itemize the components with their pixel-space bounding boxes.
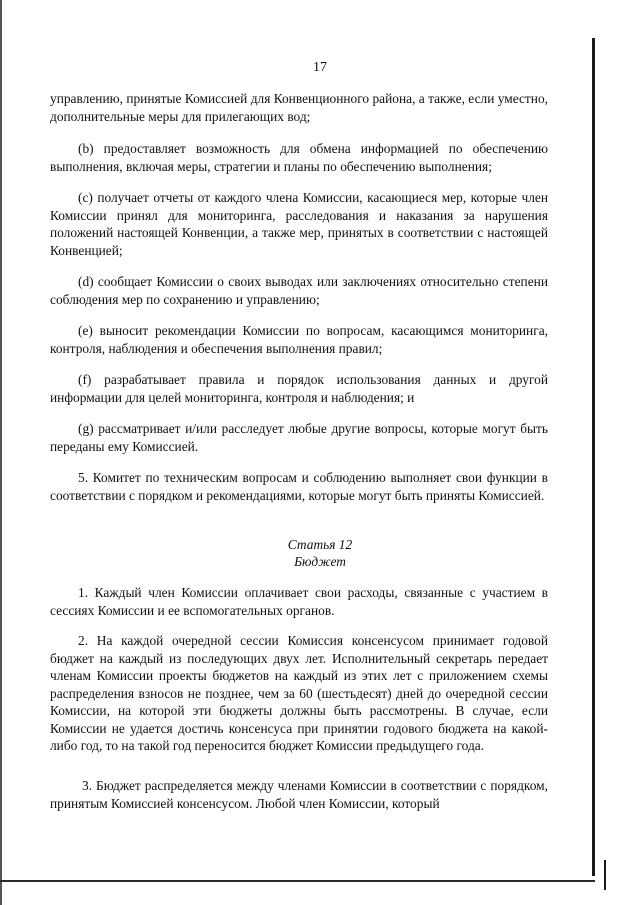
article-number: Статья 12 — [287, 537, 353, 552]
page-number: 17 — [313, 60, 327, 75]
paragraph-item-g: (g) рассматривает и/или расследует любые другие вопросы, которые могут быть переданы ему Комиссией. — [50, 421, 548, 454]
paragraph-item-c: (c) получает отчеты от каждого члена Комиссии, касающиеся мер, которые член Комиссии принял для мониторинга, расследования и наказания за нарушения положений настоящей Конвенции, а также мер, принятых в соответствии с настоящей Конвенцией; — [50, 190, 548, 258]
paragraph-item-d: (d) сообщает Комиссии о своих выводах или заключениях относительно степени соблюдения мер по сохранению и управлению; — [50, 274, 548, 307]
article-title: Бюджет — [294, 554, 346, 569]
article-point-3: 3. Бюджет распределяется между членами Комиссии в соответствии с порядком, принятым Комиссией консенсусом. Любой член Комиссии, который — [50, 778, 548, 811]
paragraph-continuation: управлению, принятые Комиссией для Конвенционного района, а также, если уместно, дополнительные меры для прилегающих вод; — [50, 91, 548, 124]
paragraph-item-e: (e) выносит рекомендации Комиссии по вопросам, касающимся мониторинга, контроля, наблюдения и обеспечения выполнения правил; — [50, 323, 548, 356]
paragraph-item-f: (f) разрабатывает правила и порядок использования данных и другой информации для целей мониторинга, контроля и наблюдения; и — [50, 372, 548, 405]
scan-edge-bottom — [0, 880, 595, 882]
scan-edge-corner — [604, 860, 606, 890]
scan-edge-left — [0, 0, 2, 905]
scan-edge-right — [592, 38, 595, 876]
paragraph-item-b: (b) предоставляет возможность для обмена информацией по обеспечению выполнения, включая меры, стратегии и планы по обеспечению выполнения; — [50, 141, 548, 174]
article-point-1: 1. Каждый член Комиссии оплачивает свои расходы, связанные с участием в сессиях Комиссии и ее вспомогательных органов. — [50, 585, 548, 618]
article-point-2: 2. На каждой очередной сессии Комиссия консенсусом принимает годовой бюджет на каждый из последующих двух лет. Исполнительный секретарь передает членам Комиссии проекты бюджетов на каждый из этих лет с приложением схемы распределения взносов не позднее, чем за 60 (шестьдесят) дней до очередной сессии Комиссии, на которой эти бюджеты должны быть рассмотрены. В случае, если Комиссии не удается достичь консенсуса при принятии годового бюджета на какой-либо год, то на такой год переносится бюджет Комиссии предыдущего года. — [50, 633, 548, 753]
paragraph-point-5: 5. Комитет по техническим вопросам и соблюдению выполняет свои функции в соответствии с порядком и рекомендациями, которые могут быть приняты Комиссией. — [50, 470, 548, 503]
